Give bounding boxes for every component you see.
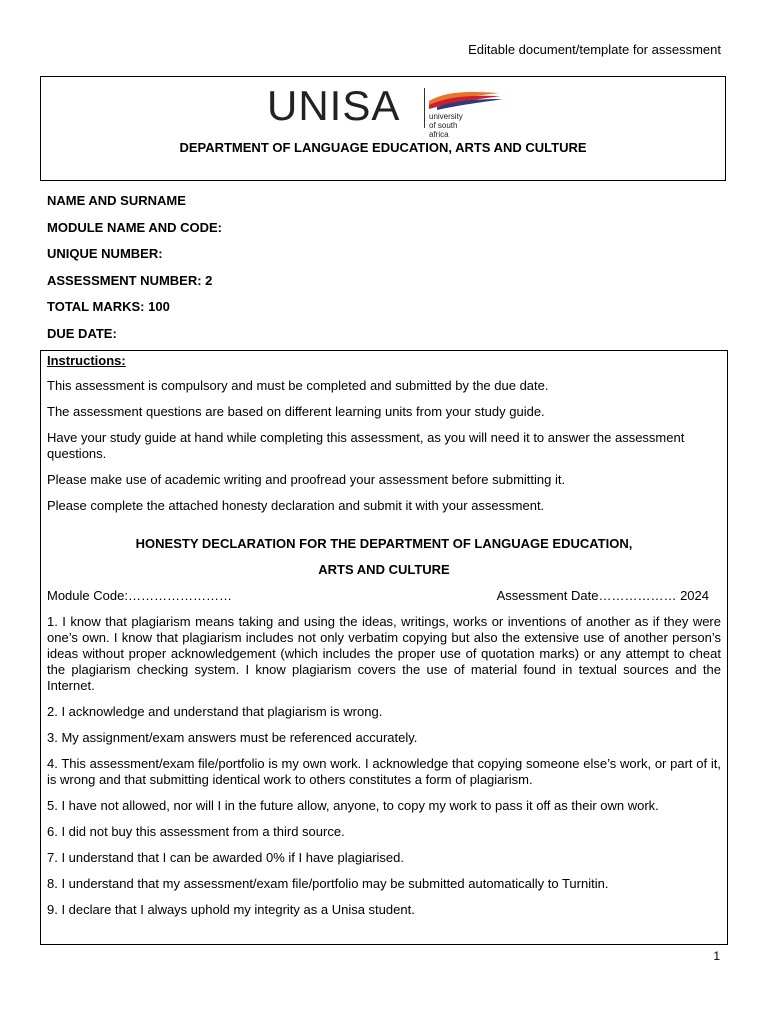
declaration-item: 6. I did not buy this assessment from a third source. bbox=[47, 824, 345, 839]
logo-subtitle: university of south africa bbox=[429, 112, 463, 139]
instruction-item: Have your study guide at hand while completing this assessment, as you will need it to answer the assessment questions. bbox=[47, 430, 685, 461]
declaration-item: 8. I understand that my assessment/exam file/portfolio may be submitted automatically to Turnitin. bbox=[47, 876, 609, 891]
instruction-item: The assessment questions are based on different learning units from your study guide. bbox=[47, 404, 545, 419]
declaration-item: 9. I declare that I always uphold my integrity as a Unisa student. bbox=[47, 902, 415, 917]
field-assessment-number: ASSESSMENT NUMBER: 2 bbox=[47, 272, 213, 288]
instructions-box bbox=[40, 350, 728, 945]
field-name-surname: NAME AND SURNAME bbox=[47, 193, 186, 208]
student-fields bbox=[47, 193, 222, 352]
department-title: DEPARTMENT OF LANGUAGE EDUCATION, ARTS AND CULTURE bbox=[179, 140, 587, 155]
instruction-item: Please complete the attached honesty declaration and submit it with your assessment. bbox=[47, 498, 545, 513]
assessment-date: Assessment Date……………… 2024 bbox=[496, 588, 709, 603]
declaration-meta bbox=[47, 588, 721, 604]
instruction-item: Please make use of academic writing and proofread your assessment before submitting it. bbox=[47, 472, 566, 487]
instruction-item: This assessment is compulsory and must be completed and submitted by the due date. bbox=[47, 378, 549, 393]
declaration-item: 7. I understand that I can be awarded 0% if I have plagiarised. bbox=[47, 850, 405, 865]
declaration-item: 2. I acknowledge and understand that plagiarism is wrong. bbox=[47, 704, 383, 719]
declaration-item: 1. I know that plagiarism means taking and using the ideas, writings, works or inventions of another as if they were one’s own. I know that plagiarism includes not only verbatim copying but also the extensive use of another person’s ideas without proper acknowledgement (which includes the proper use of quotation marks) or any attempt to cheat the plagiarism checking system. I know plagiarism covers the use of material found in textual sources and the Internet. bbox=[47, 614, 721, 693]
declaration-item: 5. I have not allowed, nor will I in the future allow, anyone, to copy my work to pass it off as their own work. bbox=[47, 798, 659, 813]
declaration-title-line2: ARTS AND CULTURE bbox=[318, 562, 450, 577]
declaration-item: 4. This assessment/exam file/portfolio is my own work. I acknowledge that copying someone else’s work, or part of it, is wrong and that submitting identical work to others constitutes a form of plagiarism. bbox=[47, 756, 721, 787]
flag-icon bbox=[427, 87, 507, 111]
declaration-title: HONESTY DECLARATION FOR THE DEPARTMENT OF LANGUAGE EDUCATION, bbox=[135, 536, 633, 551]
declaration-item: 3. My assignment/exam answers must be referenced accurately. bbox=[47, 730, 418, 745]
logo-divider bbox=[424, 88, 425, 128]
field-module: MODULE NAME AND CODE: bbox=[47, 219, 223, 235]
header-note: Editable document/template for assessment bbox=[468, 42, 721, 57]
field-due-date: DUE DATE: bbox=[47, 325, 117, 341]
logo-box bbox=[40, 76, 726, 181]
instructions-title: Instructions: bbox=[47, 353, 126, 368]
module-code: Module Code:…………………… bbox=[47, 588, 232, 603]
field-total-marks: TOTAL MARKS: 100 bbox=[47, 299, 170, 314]
page-number: 1 bbox=[713, 949, 720, 963]
logo-wordmark: UNISA bbox=[267, 82, 401, 129]
field-unique-number: UNIQUE NUMBER: bbox=[47, 246, 163, 261]
